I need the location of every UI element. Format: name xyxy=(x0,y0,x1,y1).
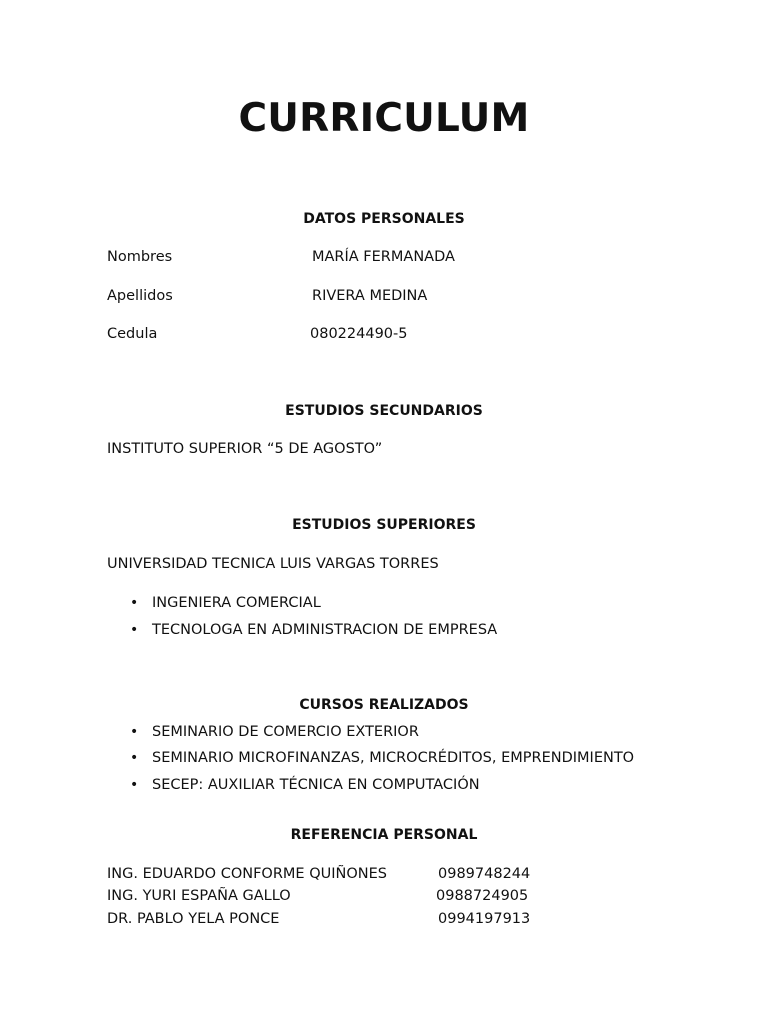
course-item-label: SECEP: AUXILIAR TÉCNICA EN COMPUTACIÓN xyxy=(152,777,480,793)
personal-label-apellidos: Apellidos xyxy=(107,288,173,304)
personal-data-heading: DATOS PERSONALES xyxy=(303,211,465,227)
personal-value-nombres: MARÍA FERMANADA xyxy=(312,249,455,265)
bullet-icon: • xyxy=(130,777,139,793)
reference-phone: 0989748244 xyxy=(438,866,531,882)
personal-label-nombres: Nombres xyxy=(107,249,173,265)
course-item-label: SEMINARIO MICROFINANZAS, MICROCRÉDITOS, EMPRENDIMIENTO xyxy=(152,750,635,766)
personal-value-cedula: 080224490-5 xyxy=(310,326,408,342)
secondary-institution: INSTITUTO SUPERIOR “5 DE AGOSTO” xyxy=(107,441,383,457)
document-title: CURRICULUM xyxy=(238,96,530,141)
personal-value-apellidos: RIVERA MEDINA xyxy=(312,288,428,304)
reference-name: ING. YURI ESPAÑA GALLO xyxy=(107,888,291,904)
course-item-label: SEMINARIO DE COMERCIO EXTERIOR xyxy=(152,724,419,740)
higher-institution: UNIVERSIDAD TECNICA LUIS VARGAS TORRES xyxy=(107,556,439,572)
higher-item-label: TECNOLOGA EN ADMINISTRACION DE EMPRESA xyxy=(152,622,498,638)
secondary-studies-heading: ESTUDIOS SECUNDARIOS xyxy=(285,403,483,419)
bullet-icon: • xyxy=(130,750,139,766)
reference-name: DR. PABLO YELA PONCE xyxy=(107,911,280,927)
bullet-icon: • xyxy=(130,724,139,740)
higher-item-label: INGENIERA COMERCIAL xyxy=(152,595,321,611)
personal-label-cedula: Cedula xyxy=(107,326,158,342)
higher-studies-heading: ESTUDIOS SUPERIORES xyxy=(292,517,476,533)
bullet-icon: • xyxy=(130,595,139,611)
references-heading: REFERENCIA PERSONAL xyxy=(290,827,478,843)
courses-heading: CURSOS REALIZADOS xyxy=(299,697,469,713)
reference-phone: 0988724905 xyxy=(436,888,529,904)
reference-name: ING. EDUARDO CONFORME QUIÑONES xyxy=(107,866,387,882)
reference-phone: 0994197913 xyxy=(438,911,531,927)
bullet-icon: • xyxy=(130,622,139,638)
